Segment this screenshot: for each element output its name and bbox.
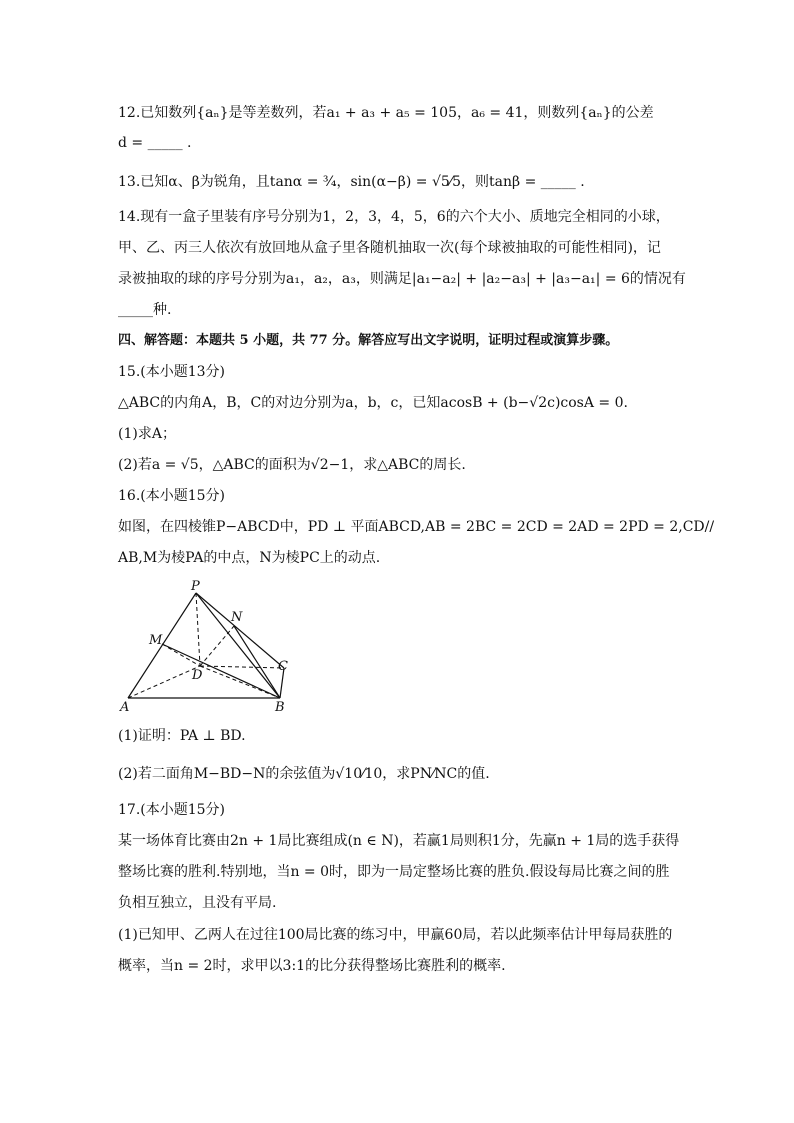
q16-stem-2: AB,M为棱PA的中点，N为棱PC上的动点. [118, 550, 381, 566]
q14-line-1: 14.现有一盒子里装有序号分别为1，2，3，4，5，6的六个大小、质地完全相同的小球， [118, 209, 670, 225]
q17-part-1-line-1: (1)已知甲、乙两人在过往100局比赛的练习中，甲赢60局，若以此频率估计甲每局获胜的 [118, 927, 673, 943]
q16-stem-1: 如图，在四棱锥P−ABCD中，PD ⊥ 平面ABCD,AB = 2BC = 2CD = 2AD = 2PD = 2,CD// [118, 519, 715, 535]
edge-PC [196, 593, 284, 668]
q15-stem: △ABC的内角A，B，C的对边分别为a，b，c，已知acosB + (b−√2c)cosA = 0. [118, 395, 628, 411]
segment-DB-hidden [200, 666, 280, 698]
q17-stem-2: 整场比赛的胜利.特别地，当n = 0时，即为一局定整场比赛的胜负.假设每局比赛之间的胜 [118, 864, 670, 880]
pyramid-figure [118, 578, 298, 714]
q15-heading: 15.(本小题13分) [118, 364, 226, 380]
q14-line-3: 录被抽取的球的序号分别为a₁，a₂，a₃，则满足|a₁−a₂| + |a₂−a₃| + |a₃−a₁| = 6的情况有 [118, 271, 686, 287]
q15-part-2: (2)若a = √5，△ABC的面积为√2−1，求△ABC的周长. [118, 457, 466, 473]
segment-DN-hidden [200, 626, 234, 666]
q17-part-1-line-2: 概率，当n = 2时，求甲以3:1的比分获得整场比赛胜利的概率. [118, 958, 506, 974]
label-P: P [191, 579, 200, 594]
section-heading: 四、解答题：本题共 5 小题，共 77 分。解答应写出文字说明，证明过程或演算步骤。 [118, 333, 619, 348]
edge-PB [196, 593, 280, 698]
label-A: A [120, 700, 130, 714]
q13-line: 13.已知α、β为锐角，且tanα = ³⁄₄，sin(α−β) = √5⁄5，则tanβ = _____ . [118, 174, 585, 190]
q17-heading: 17.(本小题15分) [118, 802, 226, 818]
label-N: N [231, 610, 243, 625]
q16-heading: 16.(本小题15分) [118, 488, 226, 504]
q14-line-2: 甲、乙、丙三人依次有放回地从盒子里各随机抽取一次(每个球被抽取的可能性相同)，记 [118, 240, 661, 256]
q15-part-1: (1)求A； [118, 426, 176, 442]
q12-line-1: 12.已知数列{aₙ}是等差数列，若a₁ + a₃ + a₅ = 105，a₆ = 41，则数列{aₙ}的公差 [118, 105, 654, 121]
q12-line-2: d = _____ . [118, 135, 192, 151]
segment-MD-hidden [162, 644, 200, 666]
label-C: C [278, 659, 288, 674]
q17-stem-3: 负相互独立，且没有平局. [118, 895, 277, 911]
label-D: D [192, 668, 203, 683]
q16-part-1: (1)证明：PA ⊥ BD. [118, 728, 246, 744]
q17-stem-1: 某一场体育比赛由2n + 1局比赛组成(n ∈ N)，若赢1局则积1分，先赢n + 1局的选手获得 [118, 833, 680, 849]
label-M: M [149, 633, 163, 648]
label-B: B [275, 700, 285, 714]
q14-line-4: _____种. [118, 302, 172, 318]
q16-part-2: (2)若二面角M−BD−N的余弦值为√10⁄10，求PN⁄NC的值. [118, 766, 490, 782]
edge-PD-hidden [196, 593, 200, 666]
